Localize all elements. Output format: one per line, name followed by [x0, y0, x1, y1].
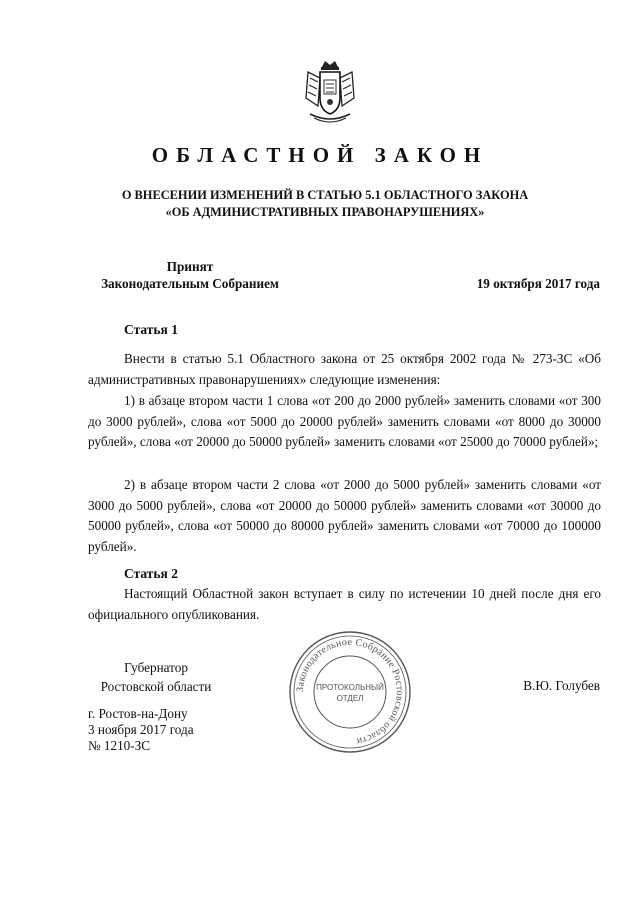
city: г. Ростов-на-Дону [88, 706, 188, 721]
article-2-paragraph-1: Настоящий Областной закон вступает в силу по истечении 10 дней после дня его официального опубликования. [88, 586, 601, 622]
title-line-1: О ВНЕСЕНИИ ИЗМЕНЕНИЙ В СТАТЬЮ 5.1 ОБЛАСТНОГО ЗАКОНА [121, 188, 529, 202]
adoption-label-line-2: Законодательным Собранием [101, 276, 279, 291]
signer-name: В.Ю. Голубев [523, 678, 600, 693]
signing-date: 3 ноября 2017 года [88, 722, 194, 737]
seal-ring-text: Законодательное Собрание Ростовской области [294, 636, 406, 747]
place-and-date [88, 706, 194, 754]
article-1-heading: Статья 1 [124, 322, 178, 337]
document-title [80, 187, 570, 221]
article-1-paragraph-3: 2) в абзаце втором части 2 слова «от 2000 до 5000 рублей» заменить словами «от 3000 до 5000 рублей», слова «от 20000 до 50000 рублей» заменить словами «от 30000 до 50000 рублей», слова «от 50000 до 80000 рублей» заменить словами «от 70000 до 100000 рублей». [88, 477, 601, 554]
seal-outer-ring-inner [294, 636, 406, 748]
article-2-heading: Статья 2 [124, 566, 178, 581]
coat-of-arms-icon [298, 58, 362, 126]
stamp-seal [286, 630, 414, 754]
adoption-label-line-1: Принят [166, 259, 214, 274]
title-line-2: «ОБ АДМИНИСТРАТИВНЫХ ПРАВОНАРУШЕНИЯХ» [165, 205, 485, 219]
adoption-label [90, 258, 290, 292]
article-1-paragraph-2: 1) в абзаце втором части 1 слова «от 200 до 2000 рублей» заменить словами «от 300 до 3000 рублей», слова «от 5000 до 20000 рублей» заменить словами «от 8000 до 30000 рублей», слова «от 20000 до 50000 рублей» заменить словами «от 25000 до 70000 рублей»; [88, 393, 601, 450]
adoption-date: 19 октября 2017 года [476, 276, 600, 291]
signer-title-line-1: Губернатор [124, 660, 188, 675]
seal-center-line-1: ПРОТОКОЛЬНЫЙ [316, 683, 384, 692]
signer-title-line-2: Ростовской области [100, 679, 212, 694]
seal-center-line-2: ОТДЕЛ [336, 694, 364, 703]
document-type: ОБЛАСТНОЙ ЗАКОН [151, 143, 489, 167]
signer-title [86, 658, 226, 696]
seal-inner-ring [314, 656, 386, 728]
seal-outer-ring [290, 632, 410, 752]
article-1-paragraph-1: Внести в статью 5.1 Областного закона от 25 октября 2002 года № 273-ЗС «Об административных правонарушениях» следующие изменения: [88, 351, 601, 387]
law-number: № 1210-ЗС [88, 738, 151, 753]
